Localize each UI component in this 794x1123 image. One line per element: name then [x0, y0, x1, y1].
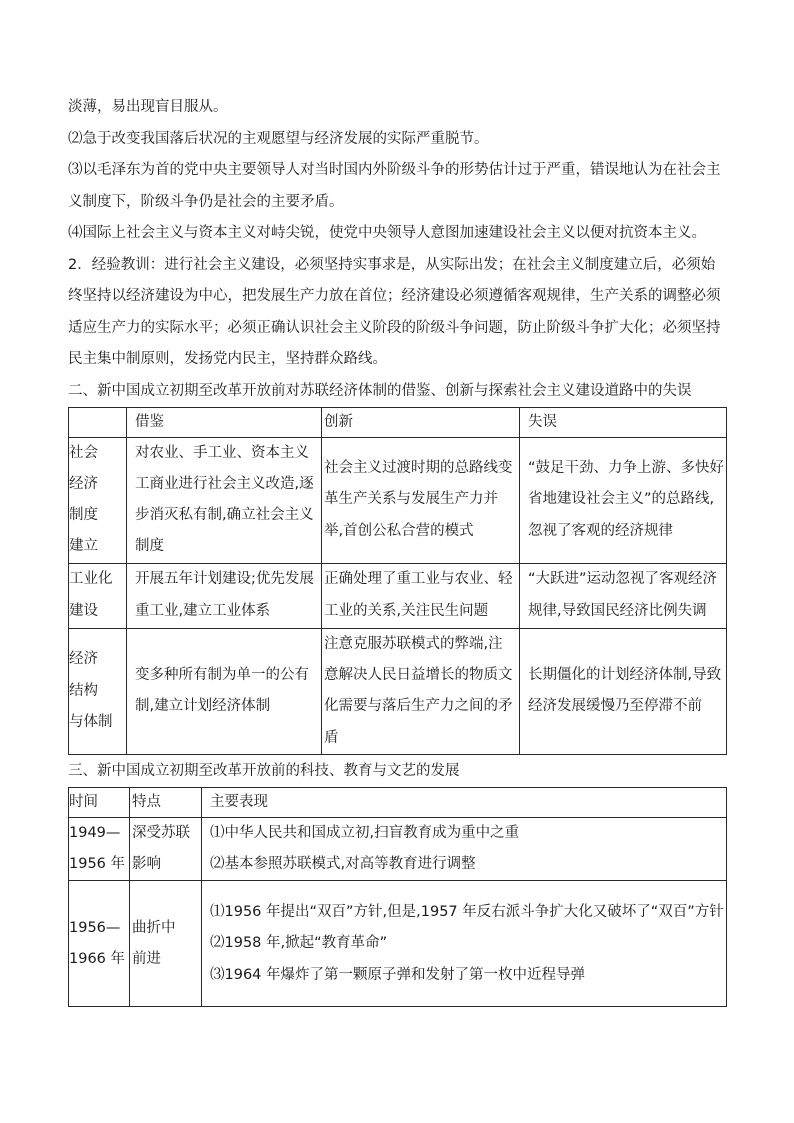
innovate-cell: 注意克服苏联模式的弊端,注意解决人民日益增长的物质文化需要与落后生产力之间的矛盾: [322, 628, 520, 754]
table-row: [69, 817, 727, 881]
table-header-row: [69, 407, 727, 437]
innovate-cell: 正确处理了重工业与农业、轻工业的关系,关注民生问题: [322, 563, 520, 628]
mistake-cell: 长期僵化的计划经济体制,导致经济发展缓慢乃至停滞不前: [520, 628, 727, 754]
table-row: [69, 881, 727, 1007]
mistake-cell: “鼓足干劲、力争上游、多快好省地建设社会主义”的总路线,忽视了客观的经济规律: [520, 437, 727, 563]
borrow-cell: 开展五年计划建设;优先发展重工业,建立工业体系: [127, 563, 322, 628]
table-row: [69, 628, 727, 754]
header-mistake: 失误: [520, 407, 727, 437]
reason-4: ⑷国际上社会主义与资本主义对峙尖锐，使党中央领导人意图加速建设社会主义以便对抗资本主义。: [68, 225, 706, 241]
time-cell: 1949— 1956 年: [69, 817, 130, 881]
section-3-title: 三、新中国成立初期至改革开放前的科技、教育与文艺的发展: [68, 762, 460, 779]
reason-3: ⑶以毛泽东为首的党中央主要领导人对当时国内外阶级斗争的形势估计过于严重，错误地认为在社会主义制度下，阶级斗争仍是社会的主要矛盾。: [68, 162, 721, 210]
header-feature: 特点: [130, 787, 202, 817]
economic-system-table: [68, 407, 727, 755]
header-borrow: 借鉴: [127, 407, 322, 437]
performance-cell: ⑴中华人民共和国成立初,扫盲教育成为重中之重 ⑵基本参照苏联模式,对高等教育进行调整: [202, 817, 727, 881]
header-performance: 主要表现: [202, 787, 727, 817]
feature-cell: 深受苏联 影响: [130, 817, 202, 881]
row-label: 社会 经济 制度 建立: [69, 437, 127, 563]
time-cell: 1956— 1966 年: [69, 881, 130, 1007]
education-table: [68, 787, 727, 1008]
feature-cell: 曲折中 前进: [130, 881, 202, 1007]
section-2-title: 二、新中国成立初期至改革开放前对苏联经济体制的借鉴、创新与探索社会主义建设道路中的失误: [68, 382, 692, 399]
innovate-cell: 社会主义过渡时期的总路线变革生产关系与发展生产力并举,首创公私合营的模式: [322, 437, 520, 563]
table-row: [69, 563, 727, 628]
header-blank: [69, 407, 127, 437]
header-innovate: 创新: [322, 407, 520, 437]
table-row: [69, 437, 727, 563]
borrow-cell: 对农业、手工业、资本主义工商业进行社会主义改造,逐步消灭私有制,确立社会主义制度: [127, 437, 322, 563]
intro-line-1: 淡薄，易出现盲目服从。: [68, 99, 228, 115]
table-header-row: [69, 787, 727, 817]
row-label: 工业化 建设: [69, 563, 127, 628]
header-time: 时间: [69, 787, 130, 817]
document-page: [68, 92, 728, 1007]
row-label: 经济 结构 与体制: [69, 628, 127, 754]
borrow-cell: 变多种所有制为单一的公有制,建立计划经济体制: [127, 628, 322, 754]
reason-2: ⑵急于改变我国落后状况的主观愿望与经济发展的实际严重脱节。: [68, 130, 489, 147]
performance-cell: ⑴1956 年提出“双百”方针,但是,1957 年反右派斗争扩大化又破坏了“双百”方针 ⑵1958 年,掀起“教育革命” ⑶1964 年爆炸了第一颗原子弹和发射了第一枚中近程导弹: [202, 881, 727, 1007]
mistake-cell: “大跃进”运动忽视了客观经济规律,导致国民经济比例失调: [520, 563, 727, 628]
lessons-paragraph: 2．经验教训：进行社会主义建设，必须坚持实事求是，从实际出发；在社会主义制度建立后，必须始终坚持以经济建设为中心，把发展生产力放在首位；经济建设必须遵循客观规律，生产关系的调整必须适应生产力的实际水平；必须正确认识社会主义阶段的阶级斗争问题，防止阶级斗争扩大化；必须坚持民主集中制原则，发扬党内民主，坚持群众路线。: [68, 256, 721, 367]
